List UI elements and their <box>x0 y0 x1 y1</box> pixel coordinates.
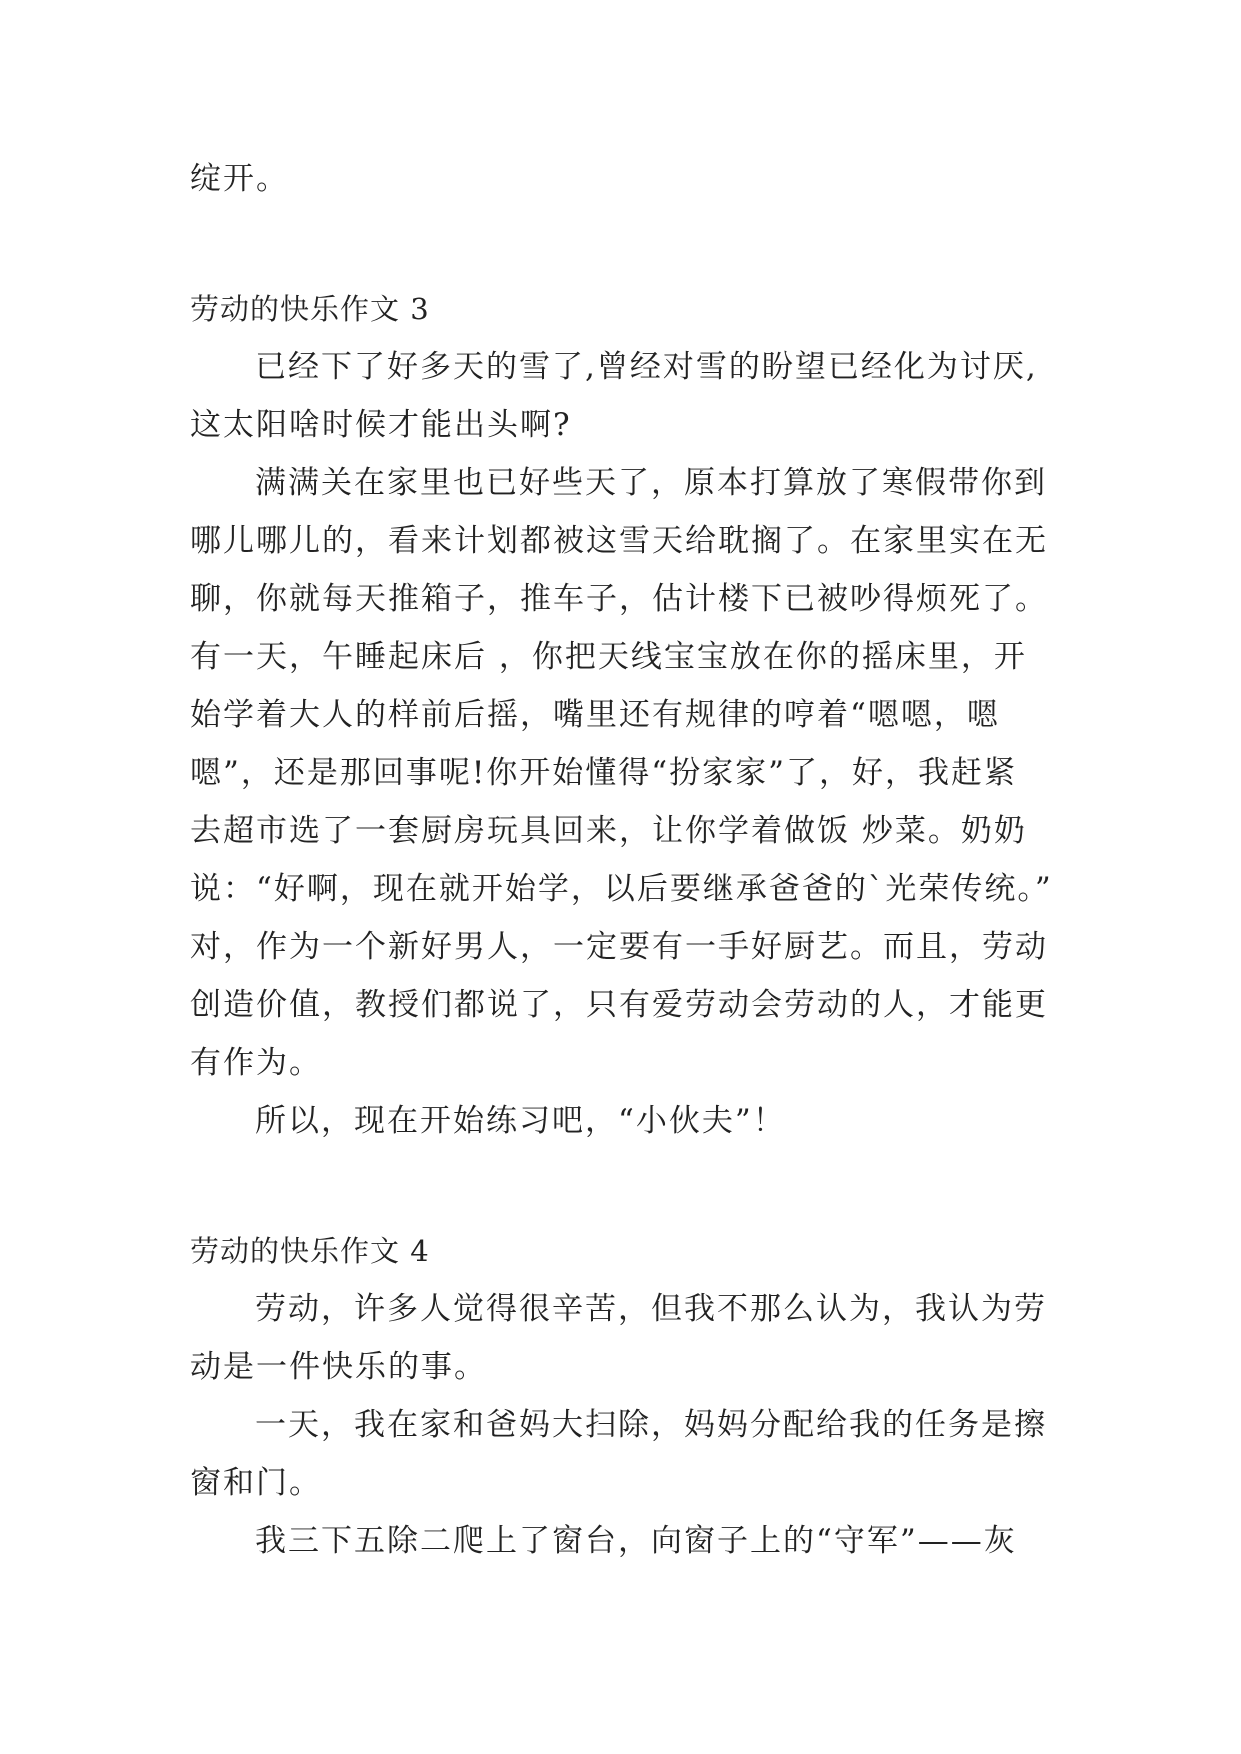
text-line: 去超市选了一套厨房玩具回来，让你学着做饭 炒菜。奶奶 <box>190 813 1027 849</box>
text-line: 哪儿哪儿的，看来计划都被这雪天给耽搁了。在家里实在无 <box>190 523 1048 559</box>
text-line: 动是一件快乐的事。 <box>190 1349 487 1385</box>
text-line: 嗯”，还是那回事呢!你开始懂得“扮家家”了，好，我赶紧 <box>190 755 1017 791</box>
text-line: 创造价值，教授们都说了，只有爱劳动会劳动的人，才能更 <box>190 987 1048 1023</box>
text-line: 满满关在家里也已好些天了，原本打算放了寒假带你到 <box>255 465 1047 501</box>
text-line: 有作为。 <box>190 1045 322 1081</box>
section-gap <box>190 208 1050 280</box>
text-line: 这太阳啥时候才能出头啊? <box>190 407 572 443</box>
text-line: 始学着大人的样前后摇，嘴里还有规律的哼着“嗯嗯，嗯 <box>190 697 1000 733</box>
section-4-title: 劳动的快乐作文 4 <box>190 1234 430 1268</box>
text-line: 对，作为一个新好男人，一定要有一手好厨艺。而且，劳动 <box>190 929 1048 965</box>
text-line: 已经下了好多天的雪了,曾经对雪的盼望已经化为讨厌, <box>255 349 1038 385</box>
text-line: 我三下五除二爬上了窗台，向窗子上的“守军”——灰 <box>255 1523 1017 1559</box>
section-3-title: 劳动的快乐作文 3 <box>190 292 430 326</box>
text-line: 劳动，许多人觉得很辛苦，但我不那么认为，我认为劳 <box>255 1291 1047 1327</box>
text-line: 聊，你就每天推箱子，推车子，估计楼下已被吵得烦死了。 <box>190 581 1048 617</box>
text-line: 说：“好啊，现在就开始学，以后要继承爸爸的`光荣传统。” <box>190 871 1053 907</box>
text-line: 所以，现在开始练习吧，“小伙夫”！ <box>255 1103 786 1139</box>
text-line: 一天，我在家和爸妈大扫除，妈妈分配给我的任务是擦 <box>255 1407 1047 1443</box>
text-line: 有一天，午睡起床后 ，你把天线宝宝放在你的摇床里，开 <box>190 639 1027 675</box>
text-line: 窗和门。 <box>190 1465 322 1501</box>
text-line: 绽开。 <box>190 161 289 197</box>
section-gap <box>190 1150 1050 1222</box>
document-body <box>190 150 1053 1570</box>
